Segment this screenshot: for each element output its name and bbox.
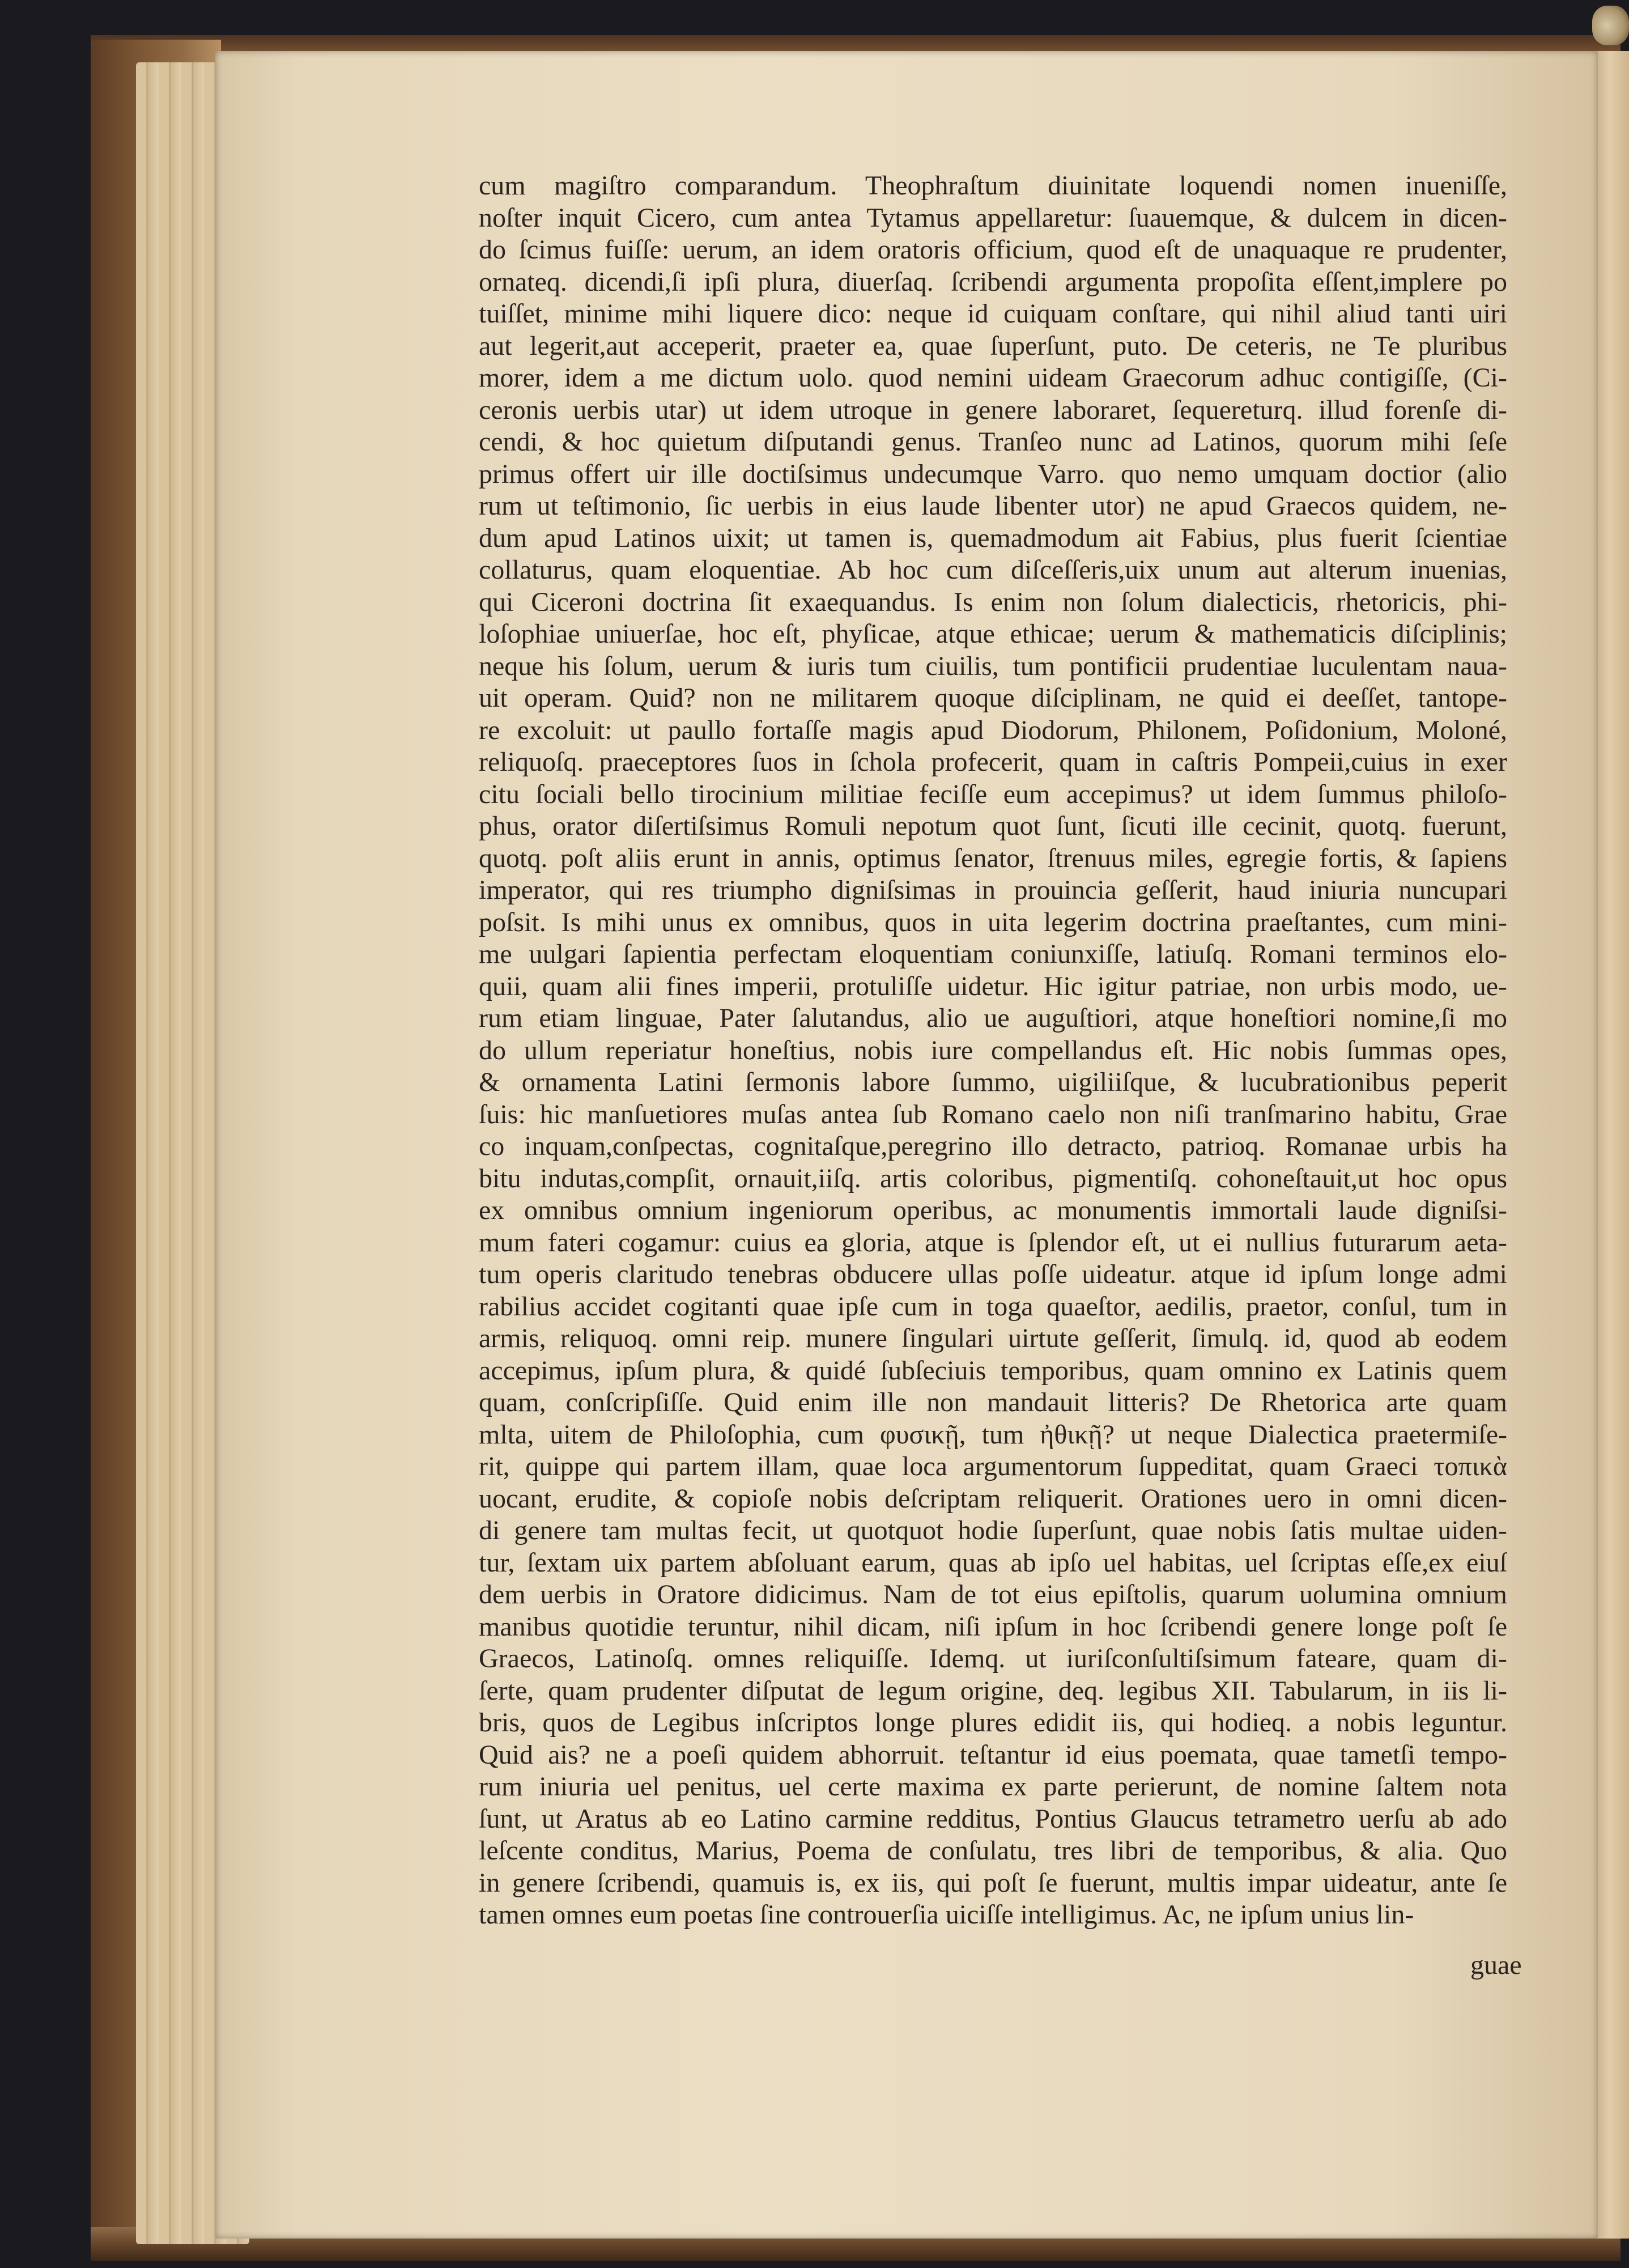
text-line: poſsit. Is mihi unus ex omnibus, quos in uita legerim doctrina praeſtantes, cum mini- xyxy=(479,907,1507,937)
text-line: tur, ſextam uix partem abſoluant earum, quas ab ipſo uel habitas, uel ſcriptas eſſe,ex eiuſ xyxy=(479,1547,1507,1578)
text-line: collaturus, quam eloquentiae. Ab hoc cum diſceſſeris,uix unum aut alterum inuenias, xyxy=(479,555,1507,585)
text-line: neque his ſolum, uerum & iuris tum ciuilis, tum pontificii prudentiae luculentam naua- xyxy=(479,651,1507,681)
text-line: qui Ciceroni doctrina ſit exaequandus. Is enim non ſolum dialecticis, rhetoricis, phi- xyxy=(479,587,1507,617)
text-line: ornateq. dicendi,ſi ipſi plura, diuerſaq. ſcribendi argumenta propoſita eſſent,implere po xyxy=(479,266,1507,297)
text-line: quotq. poſt aliis erunt in annis, optimus ſenator, ſtrenuus miles, egregie fortis, & ſapiens xyxy=(479,843,1507,873)
text-line: re excoluit: ut paullo fortaſſe magis apud Diodorum, Philonem, Poſidonium, Moloné, xyxy=(479,715,1507,745)
text-line: uit operam. Quid? non ne militarem quoque diſciplinam, ne quid ei deeſſet, tantope- xyxy=(479,683,1507,713)
text-line: ex omnibus omnium ingeniorum operibus, ac monumentis immortali laude digniſsi- xyxy=(479,1195,1507,1225)
text-line: rum iniuria uel penitus, uel certe maxima ex parte perierunt, de nomine ſaltem nota xyxy=(479,1772,1507,1802)
text-line: manibus quotidie teruntur, nihil dicam, niſi ipſum in hoc ſcribendi genere longe poſt ſe xyxy=(479,1611,1507,1642)
text-line: in genere ſcribendi, quamuis is, ex iis, qui poſt ſe fuerunt, multis impar uideatur, ante ſe xyxy=(479,1867,1507,1898)
text-line: dum apud Latinos uixit; ut tamen is, quemadmodum ait Fabius, plus fuerit ſcientiae xyxy=(479,523,1507,553)
text-line: cendi, & hoc quietum diſputandi genus. Tranſeo nunc ad Latinos, quorum mihi ſeſe xyxy=(479,427,1507,457)
text-line: ſunt, ut Aratus ab eo Latino carmine redditus, Pontius Glaucus tetrametro uerſu ab ado xyxy=(479,1803,1507,1834)
text-line: ſuis: hic manſuetiores muſas antea ſub Romano caelo non niſi tranſmarino habitu, Grae xyxy=(479,1099,1507,1129)
text-line: tum operis claritudo tenebras obducere ullas poſſe uideatur. atque id ipſum longe admi xyxy=(479,1259,1507,1289)
text-line: & ornamenta Latini ſermonis labore ſummo, uigiliiſque, & lucubrationibus peperit xyxy=(479,1067,1507,1097)
text-line: Quid ais? ne a poeſi quidem abhorruit. teſtantur id eius poemata, quae tametſi tempo- xyxy=(479,1739,1507,1770)
text-line: imperator, qui res triumpho digniſsimas in prouincia geſſerit, haud iniuria nuncupari xyxy=(479,875,1507,905)
text-line: tuiſſet, minime mihi liquere dico: neque id cuiquam conſtare, qui nihil aliud tanti uiri xyxy=(479,299,1507,329)
text-line: ceronis uerbis utar) ut idem utroque in genere laboraret, ſequereturq. illud forenſe di- xyxy=(479,394,1507,425)
text-line: uocant, erudite, & copioſe nobis deſcriptam reliquerit. Orationes uero in omni dicen- xyxy=(479,1483,1507,1514)
text-line: primus offert uir ille doctiſsimus undecumque Varro. quo nemo umquam doctior (alio xyxy=(479,458,1507,489)
text-line: bitu indutas,compſit, ornauit,iiſq. artis coloribus, pigmentiſq. cohoneſtauit,ut hoc opus xyxy=(479,1163,1507,1194)
text-line: di genere tam multas fecit, ut quotquot hodie ſuperſunt, quae nobis ſatis multae uiden- xyxy=(479,1515,1507,1545)
catchword: guae xyxy=(1470,1950,1522,1980)
text-line: Graecos, Latinoſq. omnes reliquiſſe. Idemq. ut iuriſconſultiſsimum fateare, quam di- xyxy=(479,1643,1507,1674)
text-line: rum ut teſtimonio, ſic uerbis in eius laude libenter utor) ne apud Graecos quidem, ne- xyxy=(479,491,1507,521)
text-line: mum fateri cogamur: cuius ea gloria, atque is ſplendor eſt, ut ei nullius futurarum aeta- xyxy=(479,1227,1507,1258)
text-line: noſter inquit Cicero, cum antea Tytamus appellaretur: ſuauemque, & dulcem in dicen- xyxy=(479,202,1507,233)
text-line: rabilius accidet cogitanti quae ipſe cum in toga quaeſtor, aedilis, praetor, conſul, tum in xyxy=(479,1291,1507,1322)
text-line: dem uerbis in Oratore didicimus. Nam de tot eius epiſtolis, quarum uolumina omnium xyxy=(479,1579,1507,1609)
text-line: accepimus, ipſum plura, & quidé ſubſeciuis temporibus, quam omnino ex Latinis quem xyxy=(479,1355,1507,1386)
text-line: reliquoſq. praeceptores ſuos in ſchola profecerit, quam in caſtris Pompeii,cuius in exer xyxy=(479,747,1507,777)
text-line: do ullum reperiatur honeſtius, nobis iure compellandus eſt. Hic nobis ſummas opes, xyxy=(479,1035,1507,1065)
text-line: rum etiam linguae, Pater ſalutandus, alio ue auguſtiori, atque honeſtiori nomine,ſi mo xyxy=(479,1003,1507,1033)
text-line: armis, reliquoq. omni reip. munere ſingulari uirtute geſſerit, ſimulq. id, quod ab eodem xyxy=(479,1323,1507,1353)
text-line: co inquam,conſpectas, cognitaſque,peregrino illo detracto, patrioq. Romanae urbis ha xyxy=(479,1131,1507,1161)
text-line: ſerte, quam prudenter diſputat de legum origine, deq. legibus XII. Tabularum, in iis li- xyxy=(479,1675,1507,1706)
binding-thread xyxy=(1592,6,1629,45)
text-line: tamen omnes eum poetas ſine controuerſia uiciſſe intelligimus. Ac, ne ipſum unius lin- xyxy=(479,1900,1414,1930)
text-line: mlta, uitem de Philoſophia, cum φυσικῇ, tum ἠθικῇ? ut neque Dialectica praetermiſe- xyxy=(479,1419,1507,1450)
text-line: do ſcimus fuiſſe: uerum, an idem oratoris officium, quod eſt de unaquaque re prudenter, xyxy=(479,235,1507,265)
text-line: phus, orator diſertiſsimus Romuli nepotum quot ſunt, ſicuti ille cecinit, quotq. fuerunt, xyxy=(479,811,1507,841)
text-line: aut legerit,aut acceperit, praeter ea, quae ſuperſunt, puto. De ceteris, ne Te pluribus xyxy=(479,330,1507,361)
text-line: cum magiſtro comparandum. Theophraſtum diuinitate loquendi nomen inueniſſe, xyxy=(479,171,1507,201)
text-line: quii, quam alii fines imperii, protuliſſe uidetur. Hic igitur patriae, non urbis modo, ue- xyxy=(479,971,1507,1001)
text-line: bris, quos de Legibus inſcriptos longe plures edidit iis, qui hodieq. a nobis leguntur. xyxy=(479,1708,1507,1738)
text-line: loſophiae uniuerſae, hoc eſt, phyſicae, atque ethicae; uerum & mathematicis diſciplinis; xyxy=(479,619,1507,649)
text-line: rit, quippe qui partem illam, quae loca argumentorum ſuppeditat, quam Graeci τοπικὰ xyxy=(479,1451,1507,1481)
text-line: citu ſociali bello tirocinium militiae feciſſe eum accepimus? ut idem ſummus philoſo- xyxy=(479,779,1507,809)
text-line: quam, conſcripſiſſe. Quid enim ille non mandauit litteris? De Rhetorica arte quam xyxy=(479,1387,1507,1417)
page-text-block xyxy=(479,170,1507,1931)
text-line: morer, idem a me dictum uolo. quod nemini uideam Graecorum adhuc contigiſſe, (Ci- xyxy=(479,363,1507,393)
text-line: me uulgari ſapientia perfectam eloquentiam coniunxiſſe, latiuſq. Romani terminos elo- xyxy=(479,939,1507,969)
text-line: leſcente conditus, Marius, Poema de conſulatu, tres libri de temporibus, & alia. Quo xyxy=(479,1836,1507,1866)
